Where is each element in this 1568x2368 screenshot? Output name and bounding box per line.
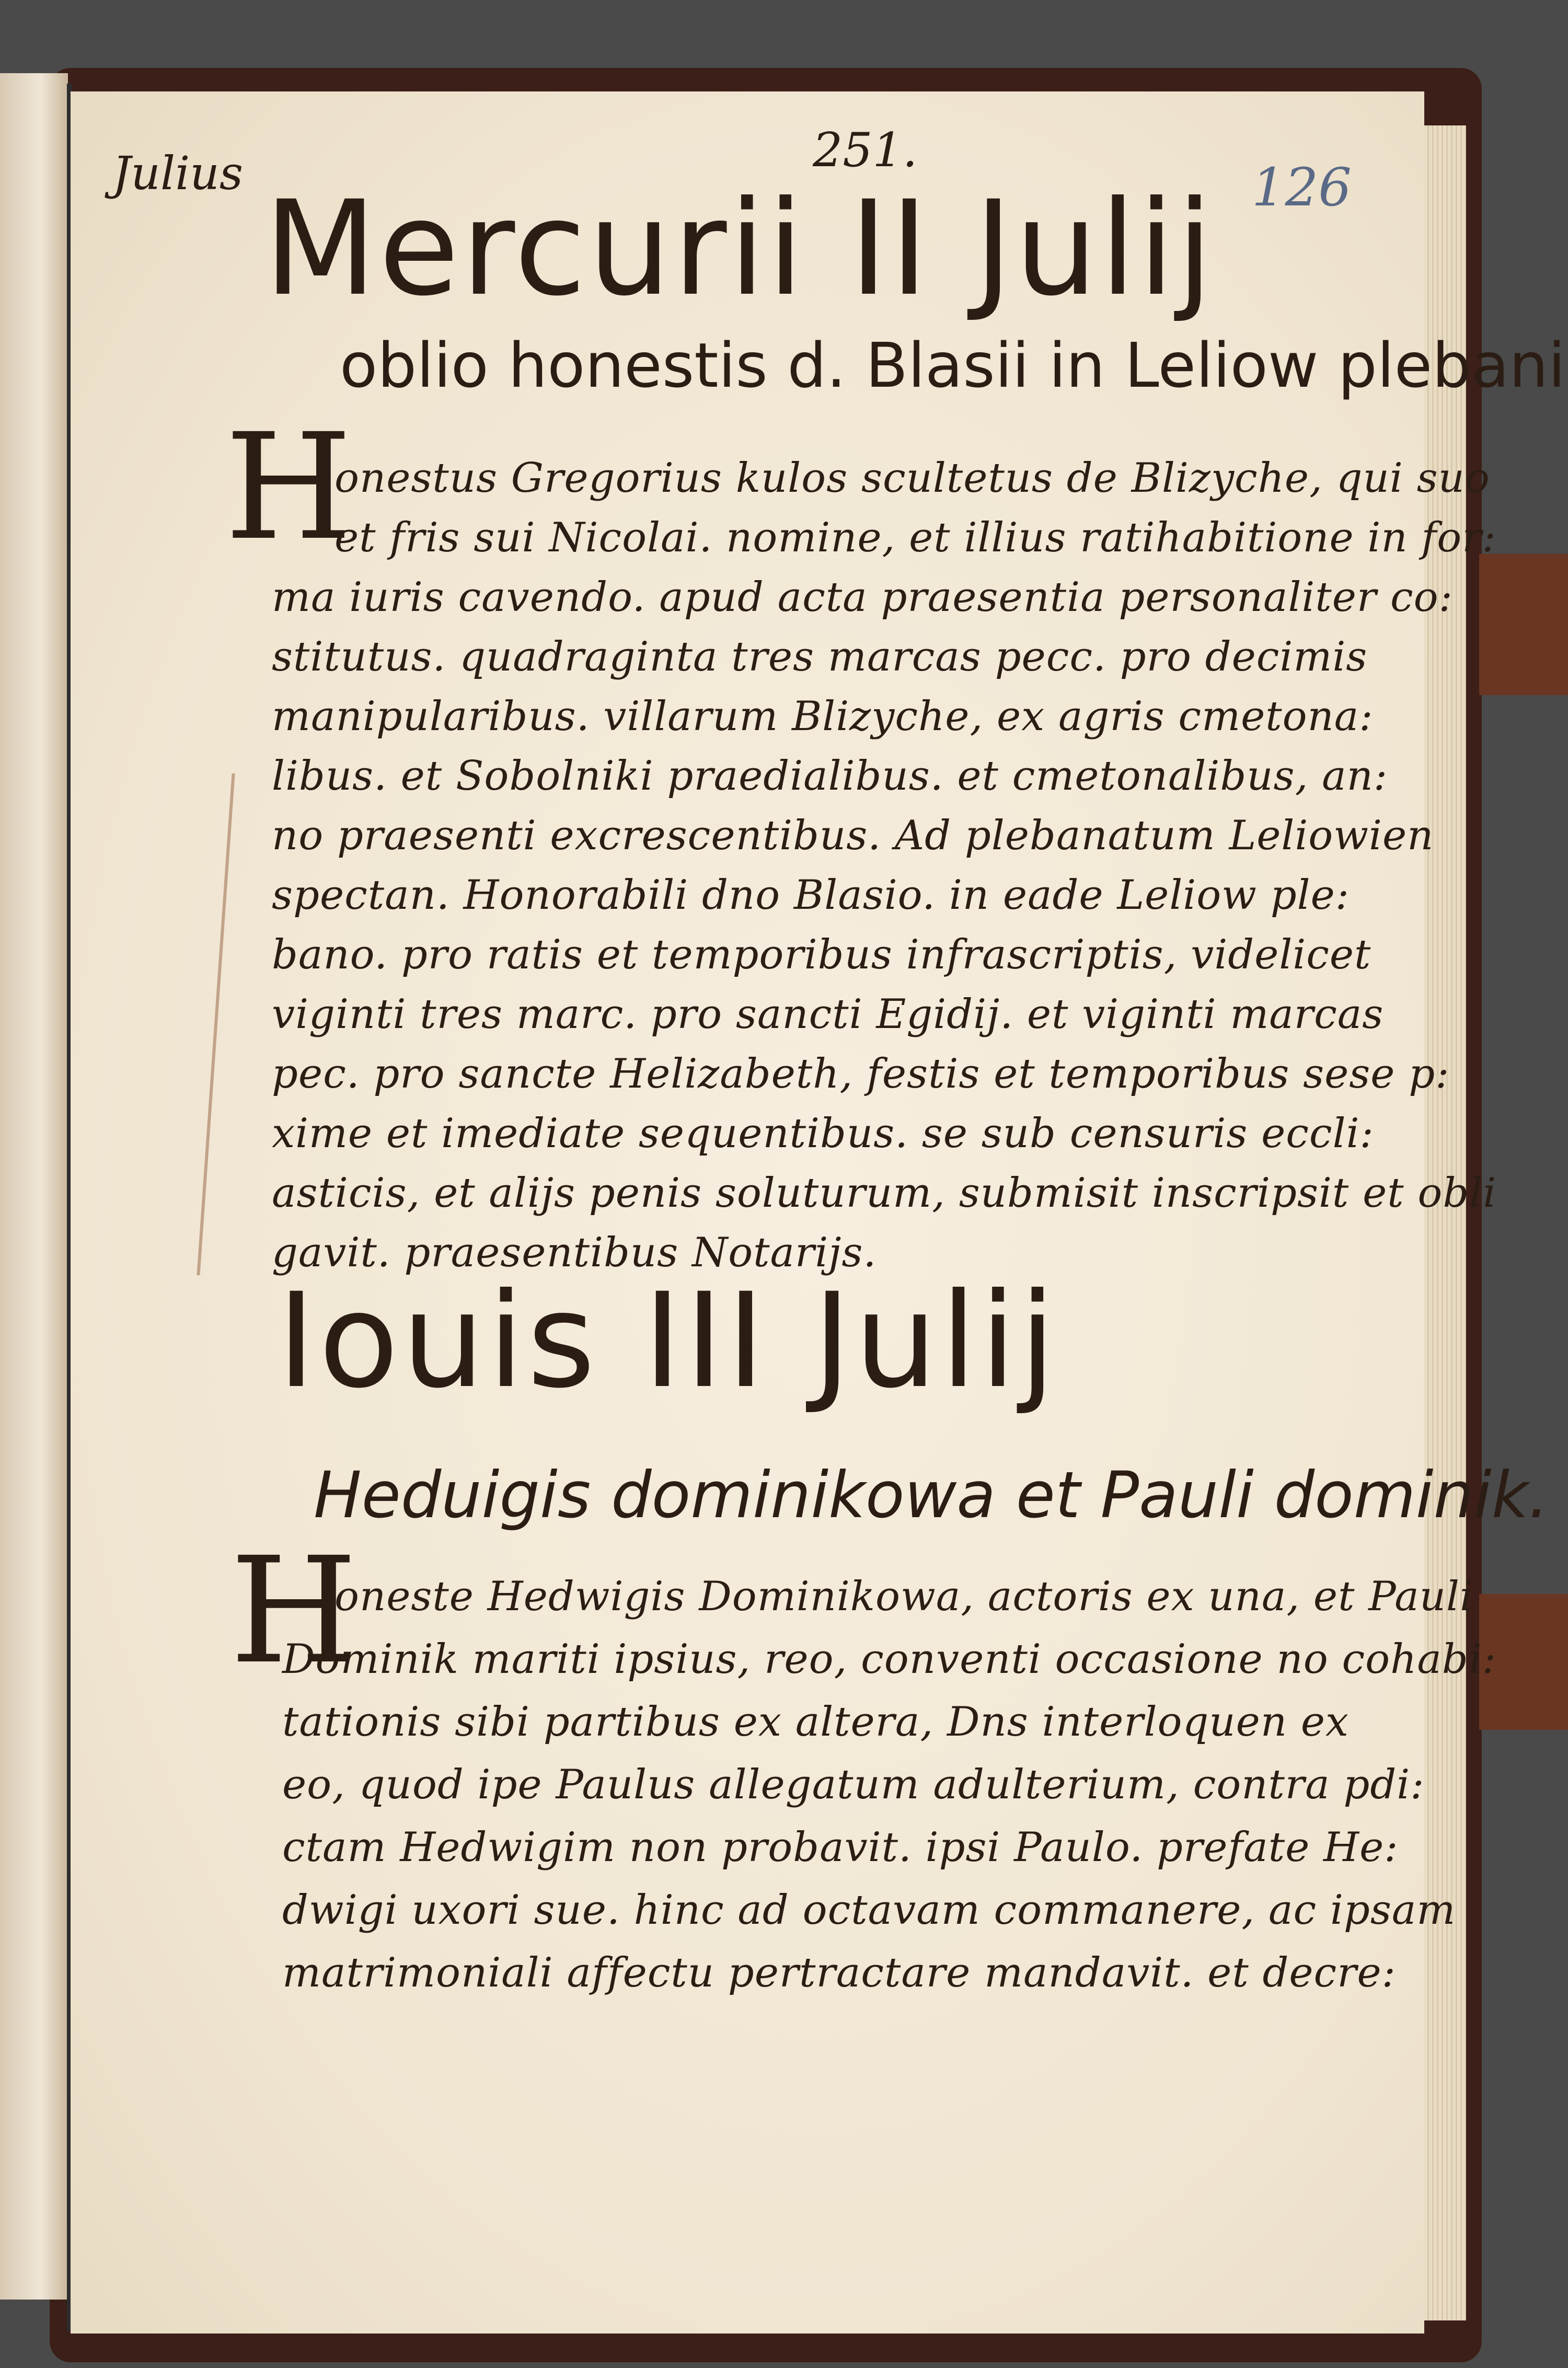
foliation-number: 126 [1252,157,1352,218]
text-line: onestus Gregorius kulos scultetus de Blizyche, qui suo [335,455,1490,502]
text-line: oneste Hedwigis Dominikowa, actoris ex una, et Pauli [335,1573,1473,1620]
text-line: manipularibus. villarum Blizyche, ex agris cmetona: [272,693,1374,740]
text-line: ctam Hedwigim non probavit. ipsi Paulo. prefate He: [282,1824,1399,1871]
text-line: ma iuris cavendo. apud acta praesentia personaliter co: [272,574,1453,621]
text-line: matrimoniali affectu pertractare mandavit. et decre: [282,1949,1396,1996]
leather-strap-upper [1479,554,1568,695]
text-line: viginti tres marc. pro sancti Egidij. et viginti marcas [272,991,1384,1038]
text-line: spectan. Honorabili dno Blasio. in eade Leliow ple: [272,872,1350,919]
text-line: eo, quod ipe Paulus allegatum adulterium, contra pdi: [282,1761,1425,1808]
folio-number: 251. [813,123,918,178]
text-line: asticis, et alijs penis soluturum, submisit inscripsit et obli [272,1170,1497,1217]
entry2-heading: Iouis III Julij [277,1265,1059,1417]
margin-month-note: Julius [112,146,244,200]
entry1-initial: H [225,402,353,573]
entry1-subheading: oblio honestis d. Blasii in Leliow plebani [340,329,1565,401]
text-line: Dominik mariti ipsius, reo, conventi occasione no cohabi: [282,1636,1497,1683]
entry1-heading: Mercurii II Julij [264,172,1215,325]
text-line: gavit. praesentibus Notarijs. [272,1229,877,1276]
entry2-initial: H [230,1526,358,1696]
text-line: dwigi uxori sue. hinc ad octavam commanere, ac ipsam [282,1887,1456,1934]
text-line: stitutus. quadraginta tres marcas pecc. pro decimis [272,633,1368,680]
text-line: xime et imediate sequentibus. se sub censuris eccli: [272,1110,1374,1157]
text-line: pec. pro sancte Helizabeth, festis et temporibus sese p: [272,1050,1450,1098]
text-line: tationis sibi partibus ex altera, Dns interloquen ex [282,1699,1349,1746]
text-line: et fris sui Nicolai. nomine, et illius ratihabitione in for: [335,514,1496,561]
entry2-subheading: Heduigis dominikowa et Pauli dominik. [314,1458,1549,1532]
text-line: libus. et Sobolniki praedialibus. et cmetonalibus, an: [272,753,1388,800]
text-line: no praesenti excrescentibus. Ad plebanatum Leliowien [272,812,1434,859]
text-line: bano. pro ratis et temporibus infrascriptis, videlicet [272,931,1371,978]
facing-page-edge [0,73,68,2300]
